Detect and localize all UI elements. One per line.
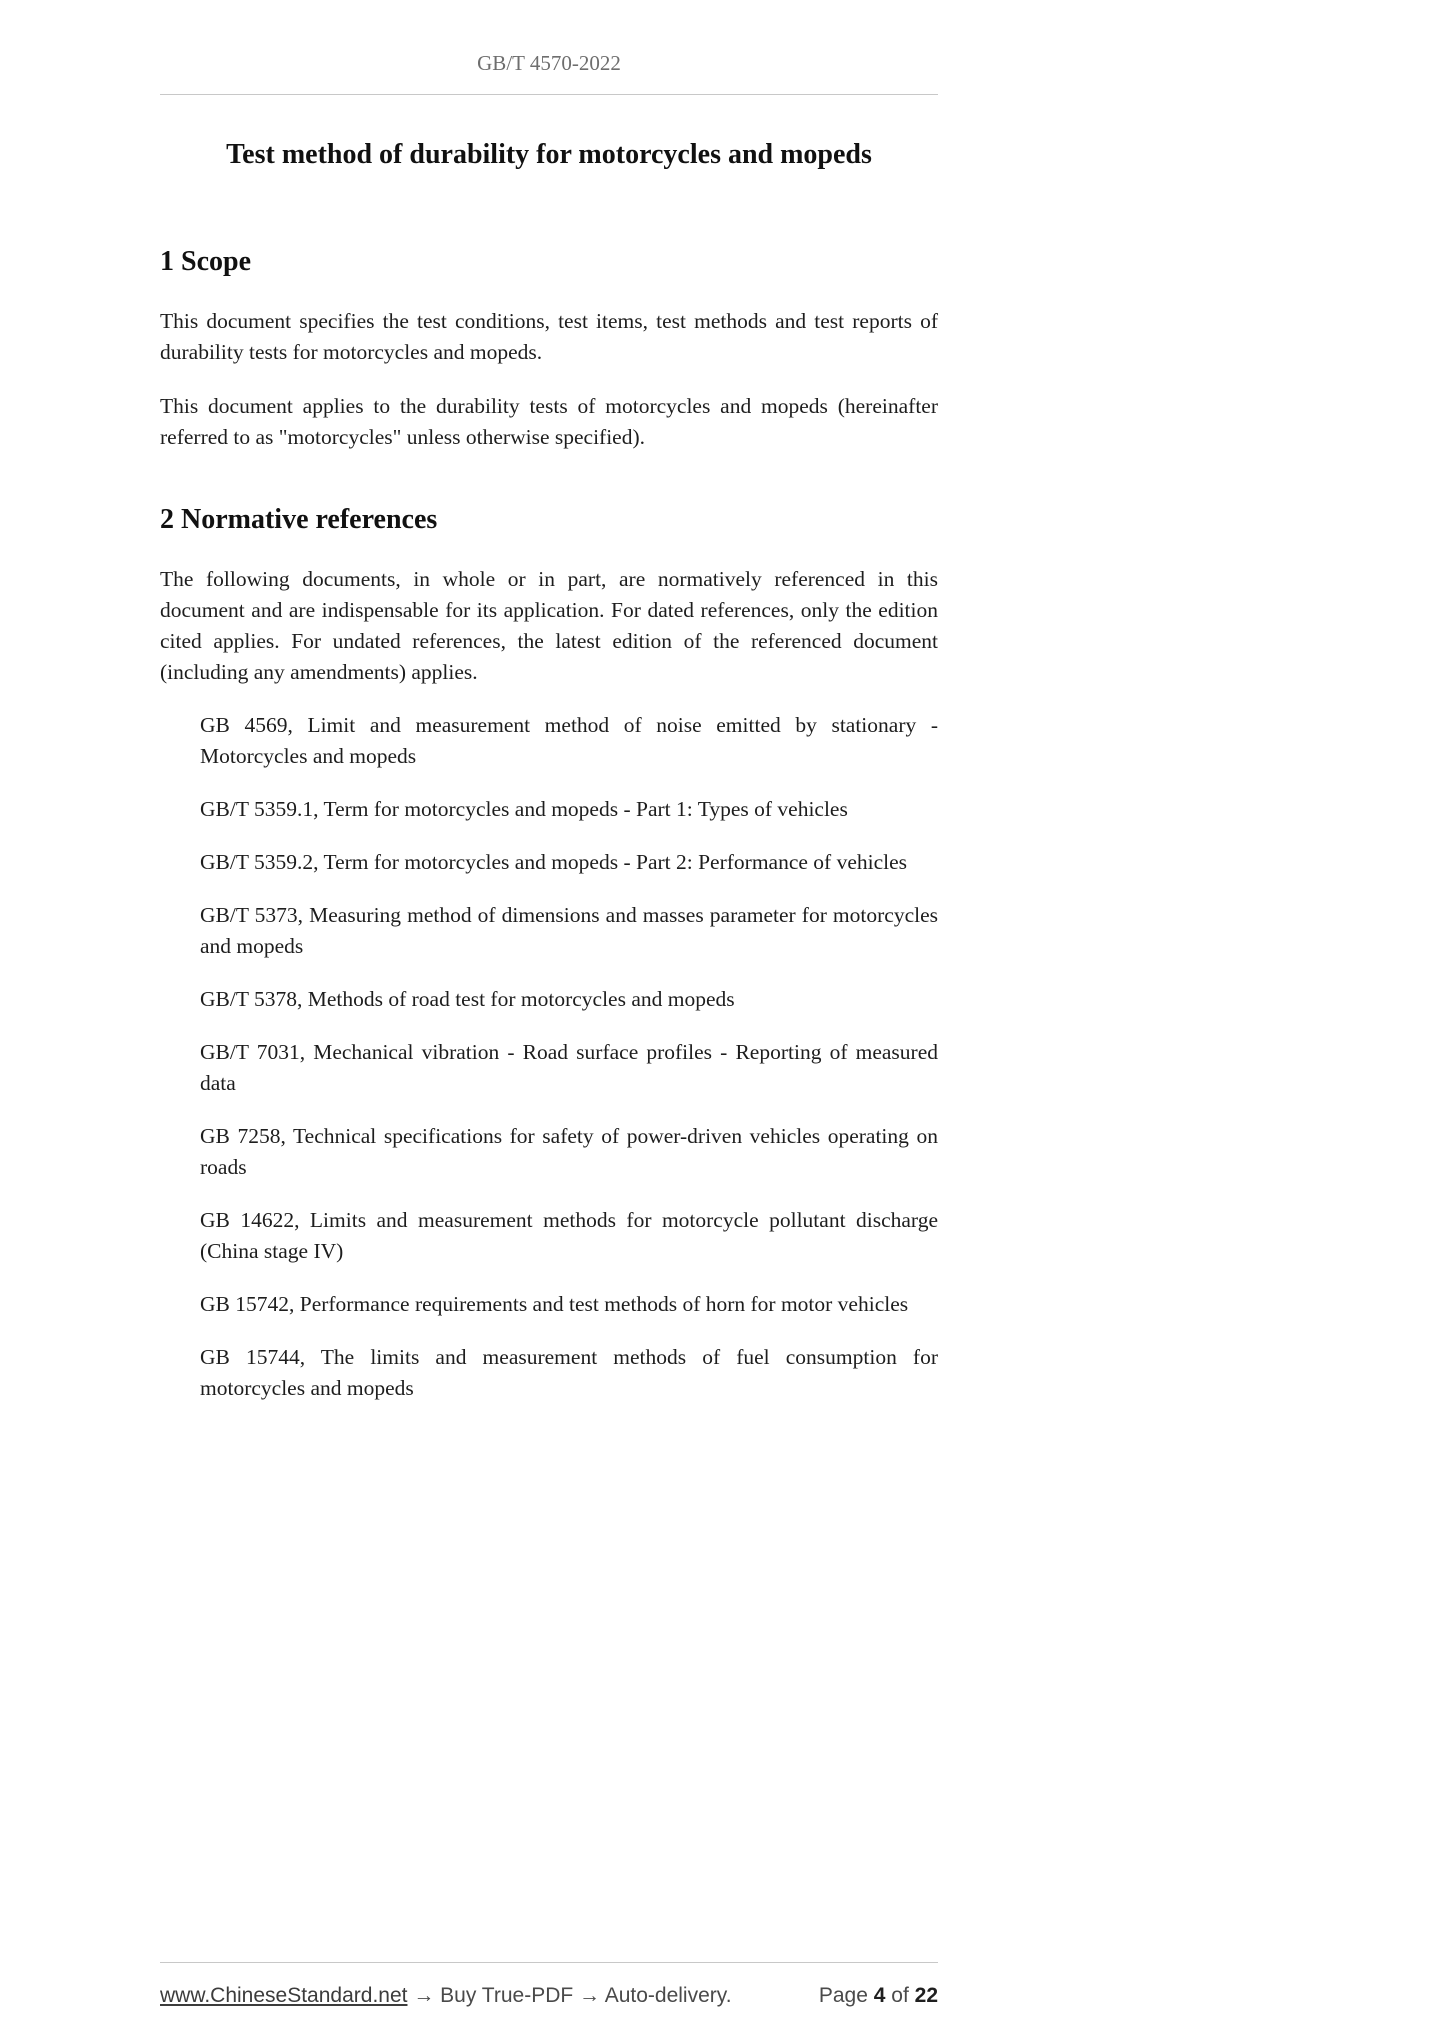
reference-item: GB/T 5359.1, Term for motorcycles and mopeds - Part 1: Types of vehicles xyxy=(200,797,848,821)
footer-divider xyxy=(160,1962,938,1963)
scope-paragraph: This document specifies the test conditions, test items, test methods and test reports of durability tests for motorcycles and mopeds. xyxy=(160,309,938,364)
page-content xyxy=(160,0,938,1404)
standard-code-header: GB/T 4570-2022 xyxy=(477,51,621,75)
section-heading-normative-references: 2 Normative references xyxy=(160,504,438,535)
document-title: Test method of durability for motorcycles and mopeds xyxy=(226,139,872,170)
reference-item: GB/T 7031, Mechanical vibration - Road surface profiles - Reporting of measured data xyxy=(200,1040,938,1095)
reference-item: GB 15742, Performance requirements and test methods of horn for motor vehicles xyxy=(200,1292,909,1316)
reference-item: GB 14622, Limits and measurement methods for motorcycle pollutant discharge (China stage IV) xyxy=(200,1208,938,1263)
footer-tagline xyxy=(160,1984,732,2008)
site-link[interactable]: www.ChineseStandard.net xyxy=(160,1984,408,2007)
reference-item: GB/T 5378, Methods of road test for motorcycles and mopeds xyxy=(200,987,735,1011)
page-footer xyxy=(160,1962,938,2008)
of-label: of xyxy=(891,1984,909,2007)
page-indicator xyxy=(819,1984,938,2008)
page-number: 4 xyxy=(873,1984,886,2007)
scope-paragraph: This document applies to the durability tests of motorcycles and mopeds (hereinafter referred to as "motorcycles" unless otherwise specified). xyxy=(160,394,938,449)
page-label: Page xyxy=(818,1984,868,2007)
normative-references-intro: The following documents, in whole or in part, are normatively referenced in this document and are indispensable for its application. For dated references, only the edition cited applies. For undated references, the latest edition of the referenced document (including any amendments) applies. xyxy=(160,567,938,684)
reference-item: GB/T 5359.2, Term for motorcycles and mopeds - Part 2: Performance of vehicles xyxy=(200,850,908,874)
section-heading-scope: 1 Scope xyxy=(160,246,251,277)
reference-item: GB 7258, Technical specifications for safety of power-driven vehicles operating on roads xyxy=(200,1124,938,1179)
reference-item: GB/T 5373, Measuring method of dimensions and masses parameter for motorcycles and mopeds xyxy=(200,903,938,958)
header-divider xyxy=(160,94,938,95)
footer-tagline-text: → Buy True-PDF → Auto-delivery. xyxy=(413,1984,732,2007)
reference-item: GB 4569, Limit and measurement method of noise emitted by stationary - Motorcycles and mopeds xyxy=(200,713,938,768)
page-total: 22 xyxy=(914,1984,938,2007)
reference-item: GB 15744, The limits and measurement methods of fuel consumption for motorcycles and mopeds xyxy=(200,1345,938,1400)
